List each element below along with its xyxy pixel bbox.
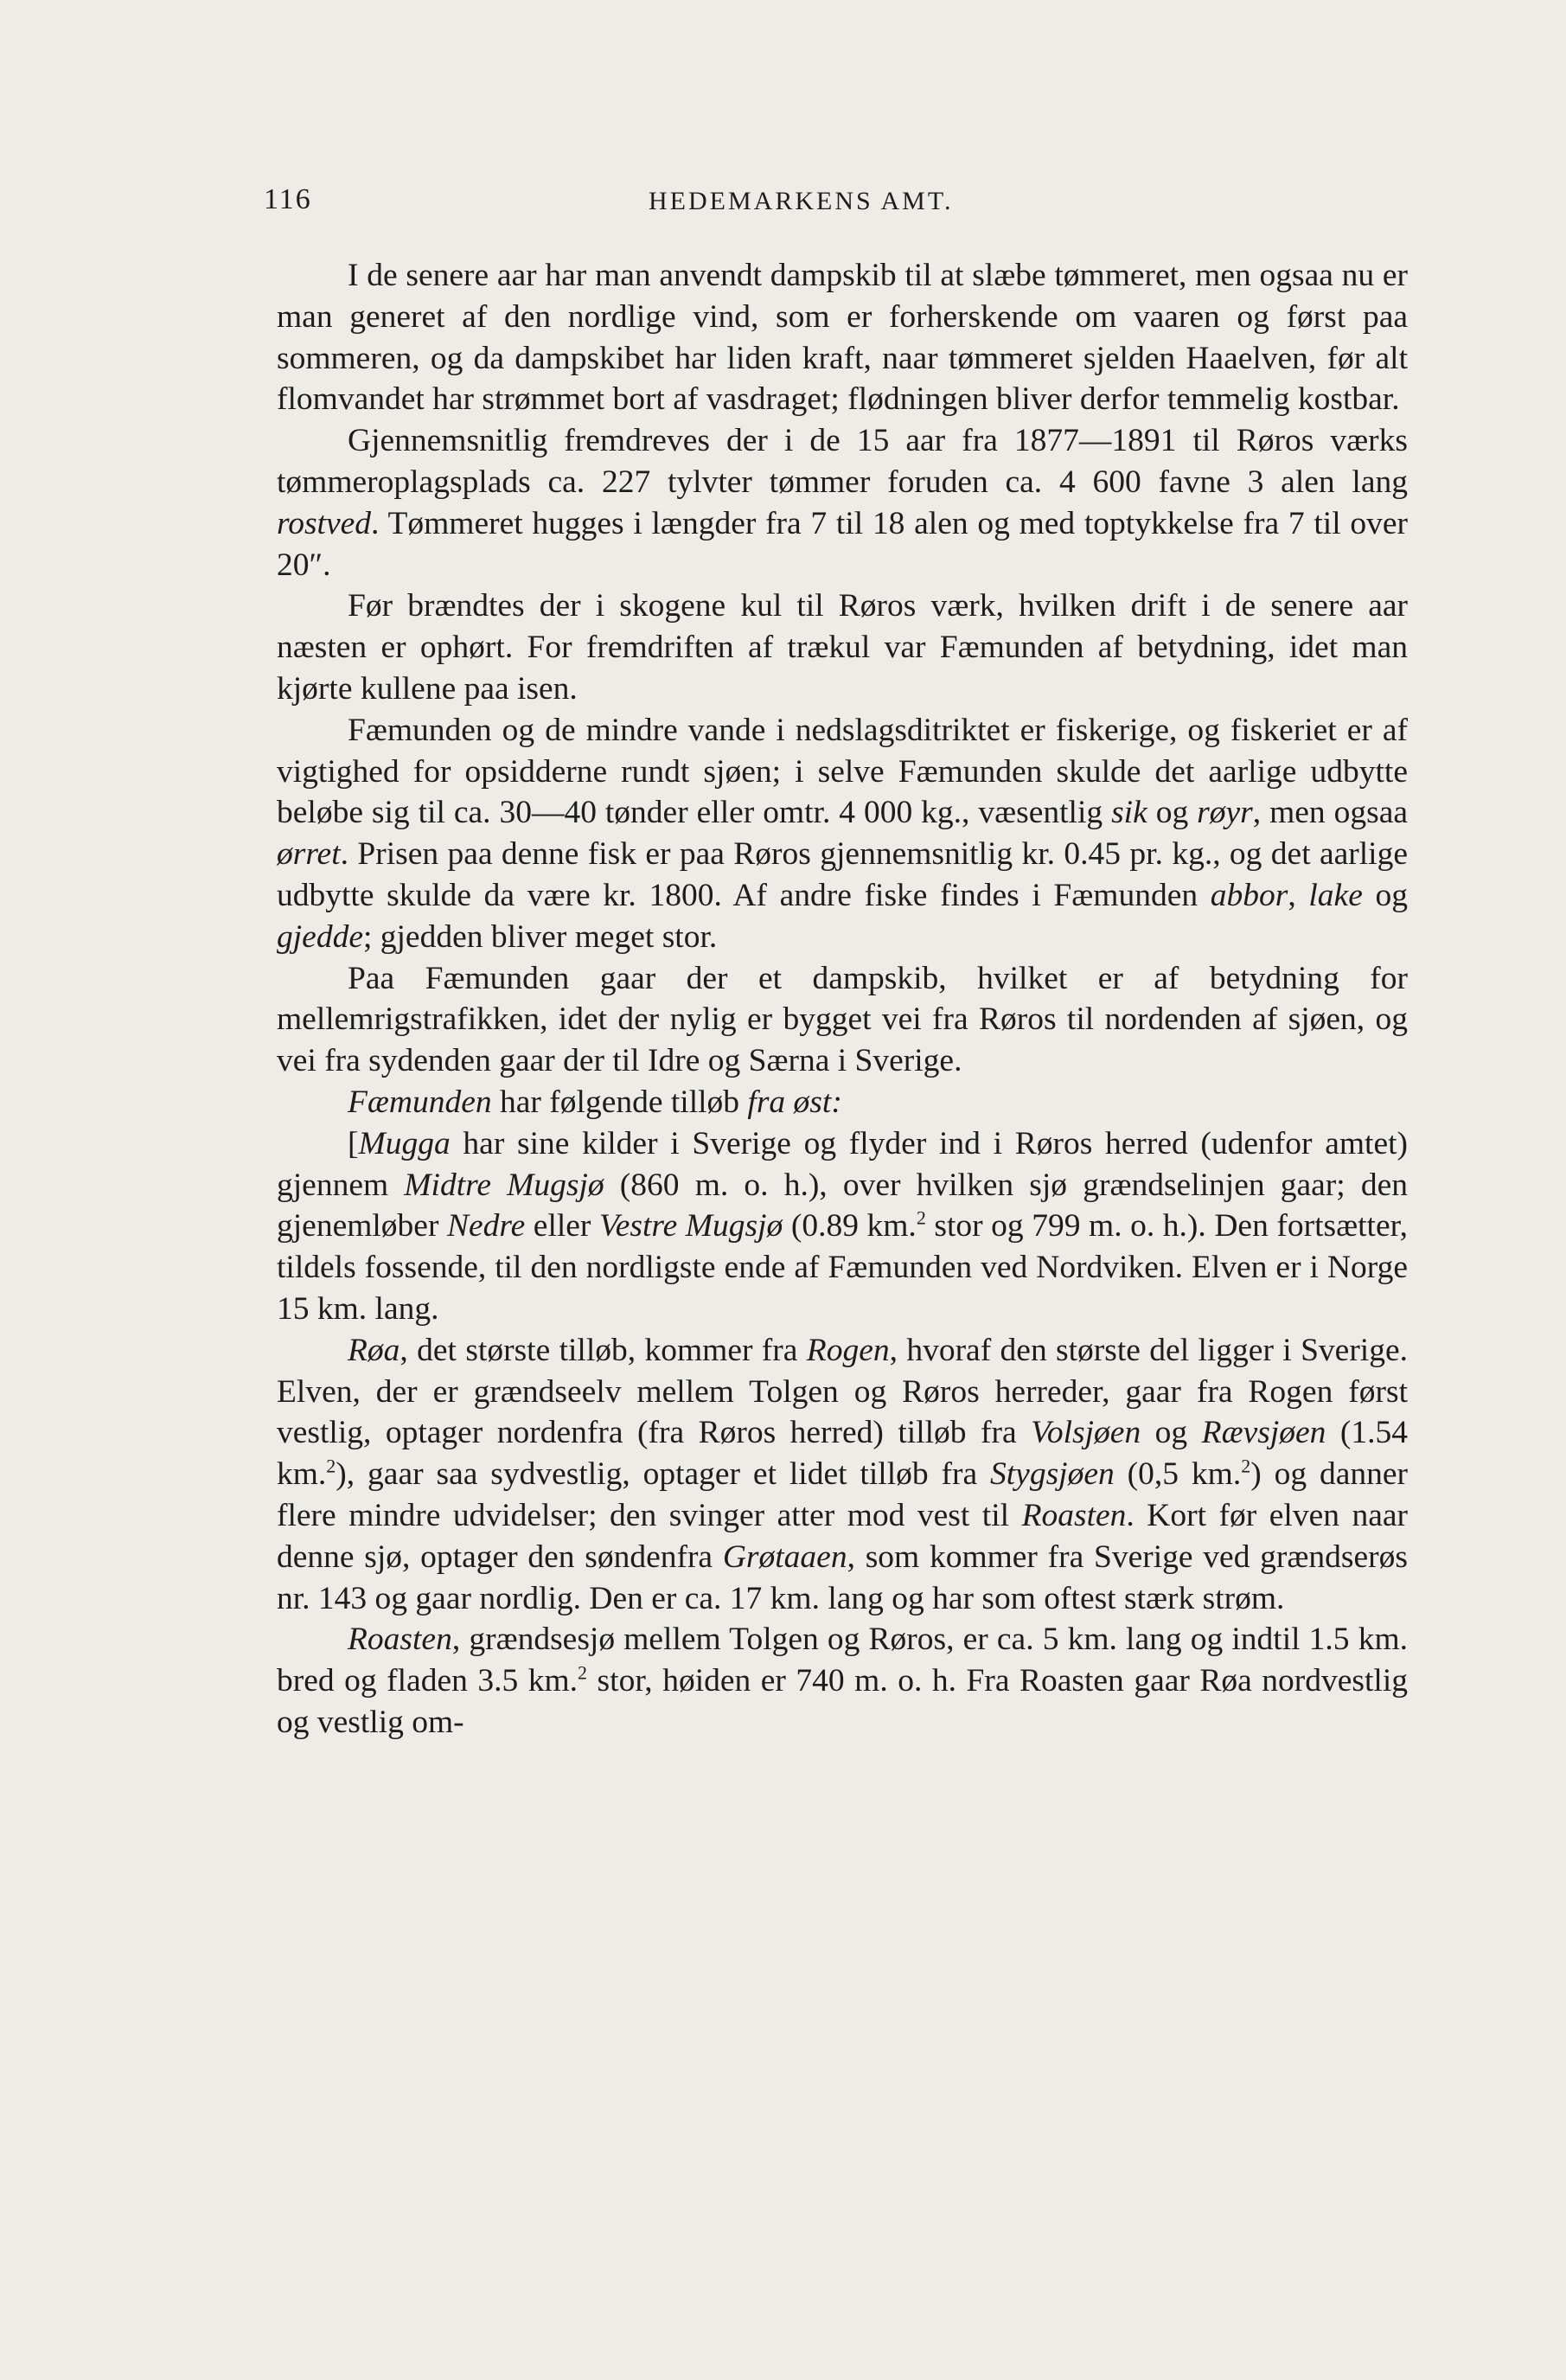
text-run: og (1141, 1415, 1202, 1451)
text-run: ; gjedden bliver meget stor. (362, 918, 718, 955)
text-run: I de senere aar har man anvendt dampskib til at slæbe tømmeret, men ogsaa nu er man generet af den nordlige vind, som er forherskende om vaaren og først paa sommeren, og da dampskibet har liden kraft, naar tømmeret sjelden Haaelven, før alt flomvandet har strømmet bort af vasdraget; flødningen bliver derfor temmelig kostbar. (277, 258, 1408, 418)
italic-term: Midtre Mugsjø (404, 1167, 604, 1203)
paragraph (277, 1330, 1408, 1620)
italic-term: abbor (1210, 877, 1288, 913)
text-run: (1.54 km. (277, 1415, 1408, 1493)
italic-term: Roasten (348, 1622, 452, 1658)
text-run: Før brændtes der i skogene kul til Røros værk, hvilken drift i de senere aar næsten er ophørt. For fremdriften af trækul var Fæmunden af betydning, idet man kjørte kullene paa isen. (277, 588, 1408, 707)
text-run: . Prisen paa denne fisk er paa Røros gjennemsnitlig kr. 0.45 pr. kg., og det aarlige udbytte skulde da være kr. 1800. Af andre fiske findes i Fæmunden (277, 836, 1408, 913)
italic-term: lake (1308, 877, 1363, 913)
italic-term: fra øst: (747, 1084, 842, 1120)
italic-term: Stygsjøen (990, 1456, 1115, 1493)
paragraph (277, 1123, 1408, 1330)
italic-term: Grøtaaen (722, 1539, 847, 1575)
text-run: , som kommer fra Sverige ved grændserøs nr. 143 og gaar nordlig. Den er ca. 17 km. lang og har som oftest stærk strøm. (277, 1539, 1409, 1616)
text-run: . Kort før elven naar denne sjø, optager den søndenfra (277, 1497, 1409, 1575)
superscript: 2 (326, 1455, 336, 1477)
text-run: , grændsesjø mellem Tolgen og Røros, er ca. 5 km. lang og indtil 1.5 km. bred og fladen 3.5 km. (277, 1622, 1408, 1699)
paragraph (277, 958, 1408, 1082)
italic-term: Rævsjøen (1201, 1415, 1326, 1451)
italic-term: Volsjøen (1031, 1415, 1141, 1451)
italic-term: Nedre (446, 1208, 526, 1244)
text-run: ), gaar saa sydvestlig, optager et lidet tilløb fra (336, 1456, 991, 1493)
italic-term: Rogen (806, 1332, 890, 1368)
text-run: stor og 799 m. o. h.). Den fortsætter, tildels fossende, til den nordligste ende af Fæmunden ved Nordviken. Elven er i Norge 15 km. lang. (277, 1208, 1408, 1327)
italic-term: Fæmunden (348, 1084, 492, 1120)
page-header (264, 183, 1414, 227)
text-run: eller (525, 1208, 599, 1244)
italic-term: Røa (348, 1332, 400, 1368)
text-run: og (1362, 877, 1409, 913)
italic-term: gjedde (277, 918, 363, 955)
italic-term: Vestre Mugsjø (598, 1208, 783, 1244)
italic-term: Roasten (1021, 1497, 1127, 1533)
italic-term: ørret (277, 836, 341, 873)
superscript: 2 (578, 1661, 588, 1684)
text-run: har sine kilder i Sverige og flyder ind i Røros herred (udenfor amtet) gjennem (277, 1125, 1408, 1203)
running-title: HEDEMARKENS AMT. (649, 187, 954, 215)
page-number: 116 (264, 183, 312, 215)
text-run: , men ogsaa (1252, 795, 1408, 831)
text-run: stor, høiden er 740 m. o. h. Fra Roasten gaar Røa nordvestlig og vestlig om- (277, 1663, 1409, 1740)
text-run: , (1288, 877, 1309, 913)
superscript: 2 (916, 1206, 926, 1229)
italic-term: rostved (277, 505, 372, 541)
text-run: (0.89 km. (783, 1208, 917, 1244)
text-run: Fæmunden og de mindre vande i nedslagsditriktet er fiskerige, og fiskeriet er af vigtighed for opsidderne rundt sjøen; i selve Fæmunden skulde det aarlige udbytte beløbe sig til ca. 30—40 tønder eller omtr. 4 000 kg., væsentlig (277, 712, 1408, 831)
text-run: . Tømmeret hugges i længder fra 7 til 18 alen og med toptykkelse fra 7 til over 20″. (277, 505, 1408, 583)
paragraph (277, 710, 1408, 958)
paragraph (277, 1619, 1408, 1743)
paragraph (277, 585, 1408, 709)
text-run: har følgende tilløb (491, 1084, 748, 1120)
text-run: [ (348, 1125, 359, 1161)
text-run: og (1147, 795, 1198, 831)
text-run: ) og danner flere mindre udvidelser; den svinger atter mod vest til (277, 1456, 1409, 1533)
text-run: Paa Fæmunden gaar der et dampskib, hvilket er af betydning for mellemrigstrafikken, idet der nylig er bygget vei fra Røros til nordenden af sjøen, og vei fra sydenden gaar der til Idre og Særna i Sverige. (277, 960, 1408, 1079)
italic-term: sik (1111, 795, 1147, 831)
paragraph (277, 420, 1408, 585)
text-run: , det største tilløb, kommer fra (399, 1332, 807, 1368)
text-run: Gjennemsnitlig fremdreves der i de 15 aar fra 1877—1891 til Røros værks tømmeroplagsplads ca. 227 tylvter tømmer foruden ca. 4 600 favne 3 alen lang (277, 423, 1408, 500)
italic-term: røyr (1197, 795, 1253, 831)
superscript: 2 (1241, 1455, 1251, 1477)
paragraph (277, 1082, 1408, 1123)
paragraph (277, 255, 1408, 420)
text-run: , hvoraf den største del ligger i Sverige. Elven, der er grændseelv mellem Tolgen og Røros herreder, gaar fra Rogen først vestlig, optager nordenfra (fra Røros herred) tilløb fra (277, 1332, 1408, 1451)
text-run: (860 m. o. h.), over hvilken sjø grændselinjen gaar; den gjenemløber (277, 1167, 1409, 1244)
body-text (277, 255, 1408, 1743)
text-run: (0,5 km. (1114, 1456, 1242, 1493)
italic-term: Mugga (358, 1125, 451, 1161)
